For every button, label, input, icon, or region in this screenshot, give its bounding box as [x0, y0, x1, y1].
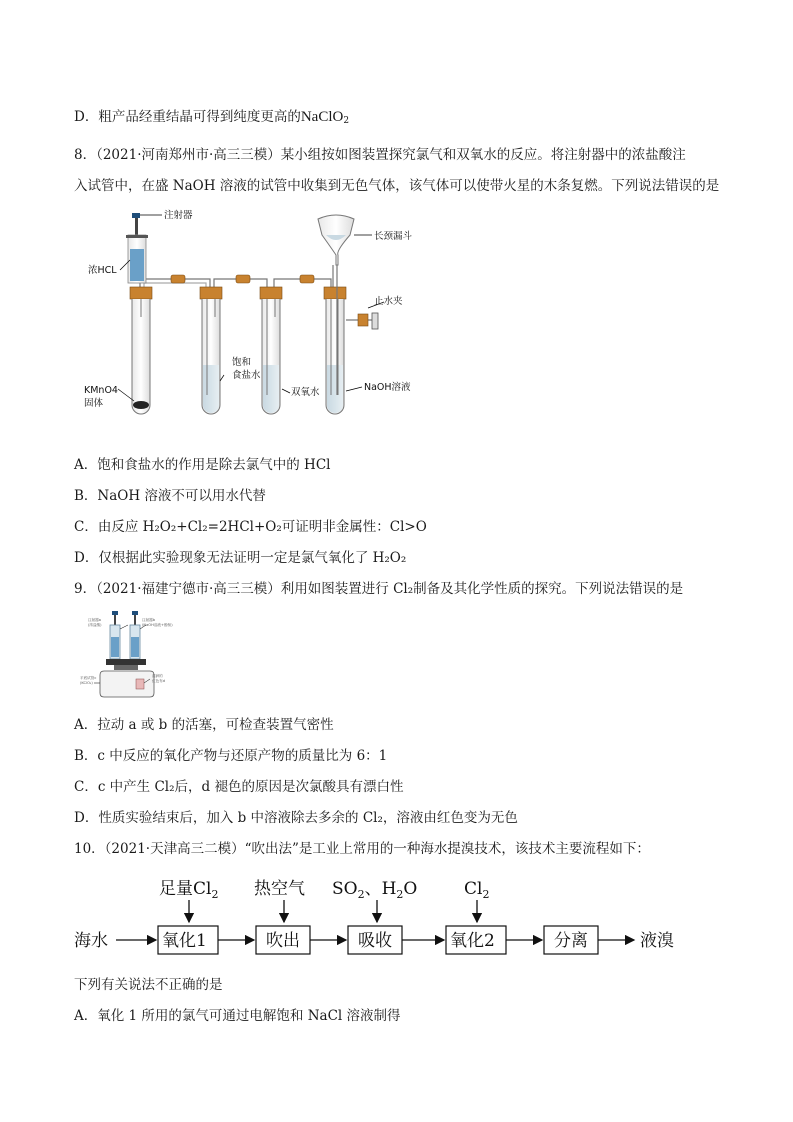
svg-text:平底试管c: 平底试管c — [80, 676, 97, 680]
q8-option-d: D．仅根据此实验现象无法证明一定是氯气氧化了 H₂O₂ — [74, 550, 407, 566]
label-brine-1: 饱和 — [232, 357, 252, 368]
label-naoh: NaOH溶液 — [364, 382, 411, 393]
q7-option-d-sub: 2 — [343, 116, 350, 126]
q10-question: 下列有关说法不正确的是 — [74, 977, 223, 993]
q10-flow-diagram — [74, 870, 694, 960]
flow-end: 液溴 — [640, 931, 674, 951]
flow-start: 海水 — [74, 931, 108, 951]
label-solid: 固体 — [84, 398, 104, 409]
label-clamp: 止水夹 — [374, 296, 403, 307]
svg-text:(NaOH溶液+酚酞): (NaOH溶液+酚酞) — [142, 623, 173, 627]
flow-input-4: $Cl_2$ — [464, 879, 490, 901]
label-brine-2: 食盐水 — [232, 370, 261, 381]
svg-text:红色布d: 红色布d — [152, 679, 166, 683]
q8-option-a: A．饱和食盐水的作用是除去氯气中的 HCl — [74, 457, 331, 473]
label-kmno4: KMnO4 — [84, 385, 118, 396]
q9-apparatus-diagram — [80, 607, 190, 702]
q8-option-b: B．NaOH 溶液不可以用水代替 — [74, 488, 266, 504]
label-syringe: 注射器 — [164, 210, 193, 221]
flow-step-5: 分离 — [554, 931, 588, 951]
q7-option-d — [74, 108, 349, 130]
q10-option-a: A．氧化 1 所用的氯气可通过电解饱和 NaCl 溶液制得 — [74, 1008, 401, 1024]
q9-option-a: A．拉动 a 或 b 的活塞，可检查装置气密性 — [74, 717, 334, 733]
label-conc-hcl: 浓HCL — [88, 265, 117, 276]
q9-option-d: D．性质实验结束后，加入 b 中溶液除去多余的 Cl₂，溶液由红色变为无色 — [74, 810, 518, 826]
svg-text:注射器b: 注射器b — [142, 618, 156, 622]
flow-input-3: $SO_2$、$H_2O$ — [332, 879, 418, 901]
label-funnel: 长颈漏斗 — [374, 231, 413, 242]
flow-step-4: 氧化2 — [450, 931, 495, 951]
q9-option-b: B．c 中反应的氧化产物与还原产物的质量比为 6：1 — [74, 748, 388, 764]
label-h2o2: 双氧水 — [291, 387, 320, 398]
flow-step-2: 吹出 — [266, 931, 300, 951]
svg-text:湿润的: 湿润的 — [152, 674, 163, 678]
q9-option-c: C．c 中产生 Cl₂后，d 褪色的原因是次氯酸具有漂白性 — [74, 779, 404, 795]
q10-stem: 10．（2021·天津高三二模）“吹出法”是工业上常用的一种海水提溴技术，该技术主要流程如下： — [74, 841, 650, 857]
svg-text:(KClO₃): (KClO₃) — [80, 681, 93, 685]
flow-step-1: 氧化1 — [162, 931, 207, 951]
q7-option-d-formula: NaClO — [300, 109, 344, 125]
q8-option-c: C．由反应 H₂O₂+Cl₂=2HCl+O₂可证明非金属性：Cl>O — [74, 519, 427, 535]
flow-step-3: 吸收 — [358, 931, 392, 951]
svg-text:(浓盐酸): (浓盐酸) — [88, 623, 102, 627]
q8-stem-line2: 入试管中，在盛 NaOH 溶液的试管中收集到无色气体，该气体可以使带火星的木条复燃。下列说法错误的是 — [74, 178, 720, 194]
q9-stem: 9．（2021·福建宁德市·高三三模）利用如图装置进行 Cl₂制备及其化学性质的探究。下列说法错误的是 — [74, 581, 684, 597]
q8-apparatus-diagram — [74, 205, 413, 420]
flow-input-1: 足量$Cl_2$ — [159, 879, 219, 901]
flow-input-2: 热空气 — [254, 879, 305, 899]
svg-text:注射器a: 注射器a — [88, 618, 101, 622]
q8-stem-line1: 8．（2021·河南郑州市·高三三模）某小组按如图装置探究氯气和双氧水的反应。将注射器中的浓盐酸注 — [74, 147, 686, 163]
q7-option-d-text: D．粗产品经重结晶可得到纯度更高的 — [74, 109, 301, 125]
